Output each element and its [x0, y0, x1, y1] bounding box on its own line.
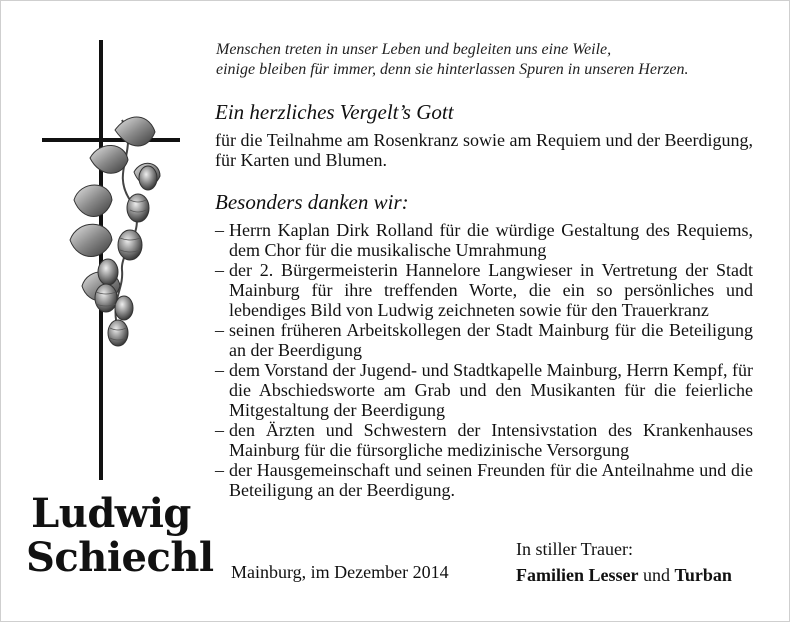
thanks-list	[215, 220, 753, 500]
special-thanks-heading: Besonders danken wir:	[215, 190, 409, 214]
family-1: Familien Lesser	[516, 565, 639, 585]
list-item: – Herrn Kaplan Dirk Rolland für die würdige Gestaltung des Requiems, dem Chor für die musikalische Umrahmung	[215, 220, 753, 260]
motto-line-1: Menschen treten in unser Leben und begleiten uns eine Weile,	[216, 41, 612, 58]
mourning-families	[516, 562, 756, 588]
thanks-heading: Ein herzliches Vergelt’s Gott	[215, 100, 454, 124]
mourners	[516, 536, 756, 588]
list-item: – dem Vorstand der Jugend- und Stadtkapelle Mainburg, Herrn Kempf, für die Abschiedsworte am Grab und den Musikanten für die feierliche Mitgestaltung der Beerdigung	[215, 360, 753, 420]
last-name: Schiechl	[26, 534, 214, 581]
and-word: und	[642, 565, 670, 585]
cross-with-hops-icon	[30, 40, 200, 480]
list-item: – der 2. Bürgermeisterin Hannelore Langwieser in Vertretung der Stadt Mainburg für ihre treffenden Worte, die ein so persönliches und lebendiges Bild von Ludwig zeichneten sowie für den Trauerkranz	[215, 260, 753, 320]
motto-line-2: einige bleiben für immer, denn sie hinterlassen Spuren in unseren Herzen.	[216, 61, 689, 78]
list-item: – den Ärzten und Schwestern der Intensivstation des Krankenhauses Mainburg für die fürsorgliche medizinische Versorgung	[215, 420, 753, 460]
mourning-label: In stiller Trauer:	[516, 539, 633, 559]
list-item: – seinen früheren Arbeitskollegen der Stadt Mainburg für die Beteiligung an der Beerdigung	[215, 320, 753, 360]
cross-horizontal	[42, 138, 180, 142]
motto	[216, 40, 753, 80]
first-name: Ludwig	[31, 490, 191, 537]
family-2: Turban	[674, 565, 732, 585]
list-item: – der Hausgemeinschaft und seinen Freunden für die Anteilnahme und die Beteiligung an der Beerdigung.	[215, 460, 753, 500]
place-date: Mainburg, im Dezember 2014	[231, 562, 449, 582]
cross-vertical	[99, 40, 103, 480]
thanks-paragraph: für die Teilnahme am Rosenkranz sowie am Requiem und der Beerdigung, für Karten und Blumen.	[215, 130, 753, 170]
deceased-name	[26, 490, 214, 581]
main-text	[215, 40, 753, 500]
